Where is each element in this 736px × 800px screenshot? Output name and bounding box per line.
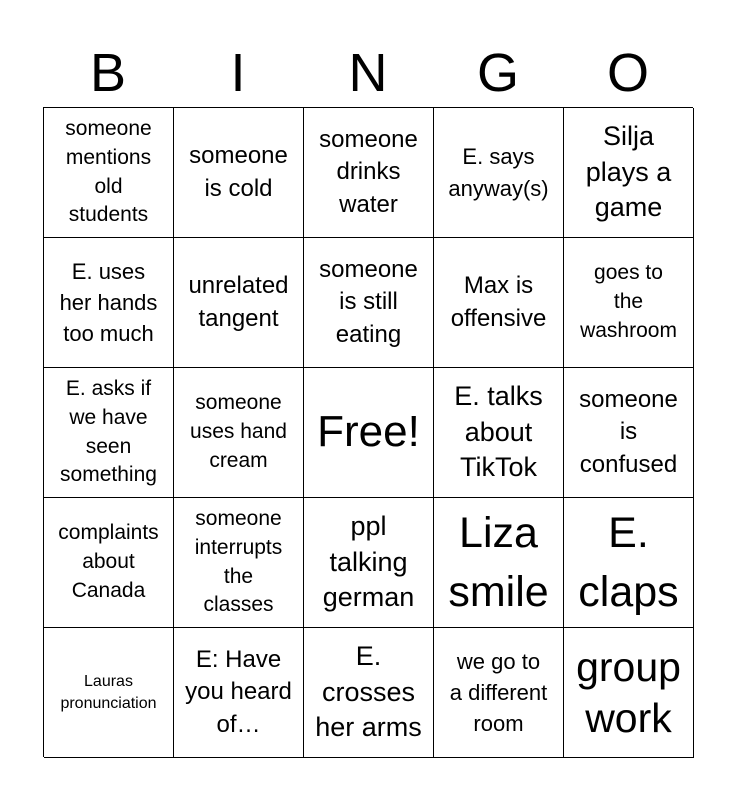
header-letter-n: N	[348, 43, 388, 103]
cell-text: E. talks about TikTok	[454, 381, 543, 483]
bingo-cell-r4-c5[interactable]	[564, 498, 694, 628]
cell-text: Max is offensive	[450, 271, 547, 332]
cell-text: someone interrupts the classes	[194, 506, 283, 617]
bingo-cell-r5-c1[interactable]	[44, 628, 174, 758]
cell-text: E. claps	[578, 509, 679, 616]
cell-text: group work	[576, 644, 681, 741]
bingo-cell-r5-c5[interactable]	[564, 628, 694, 758]
bingo-cell-r1-c3[interactable]	[304, 108, 434, 238]
cell-text: someone is still eating	[319, 255, 418, 348]
bingo-cell-r4-c4[interactable]	[434, 498, 564, 628]
bingo-cell-r1-c1[interactable]	[44, 108, 174, 238]
header-letter-o: O	[606, 43, 649, 103]
bingo-cell-r2-c4[interactable]	[434, 238, 564, 368]
cell-text: complaints about Canada	[58, 521, 159, 602]
cell-text: we go to a different room	[449, 648, 548, 737]
bingo-header	[43, 40, 693, 106]
header-letter-g: G	[476, 43, 519, 103]
bingo-cell-r2-c1[interactable]	[44, 238, 174, 368]
cell-text: E: Have you heard of…	[185, 645, 292, 738]
cell-text: unrelated tangent	[188, 271, 289, 332]
bingo-cell-r4-c3[interactable]	[304, 498, 434, 628]
bingo-cell-r5-c4[interactable]	[434, 628, 564, 758]
cell-text: E. says anyway(s)	[448, 144, 549, 201]
bingo-cell-r2-c5[interactable]	[564, 238, 694, 368]
cell-text: someone is confused	[579, 385, 678, 478]
header-letter-i: I	[230, 43, 246, 103]
bingo-cell-r4-c1[interactable]	[44, 498, 174, 628]
cell-text: Lauras pronunciation	[60, 672, 157, 712]
cell-text: goes to the washroom	[580, 261, 677, 342]
bingo-cell-r1-c4[interactable]	[434, 108, 564, 238]
bingo-cell-r3-c5[interactable]	[564, 368, 694, 498]
bingo-board	[43, 107, 693, 757]
bingo-cell-r3-c4[interactable]	[434, 368, 564, 498]
cell-text: someone mentions old students	[65, 116, 152, 227]
cell-text: E. crosses her arms	[315, 641, 422, 743]
cell-text: someone uses hand cream	[190, 391, 287, 472]
bingo-cell-r3-c1[interactable]	[44, 368, 174, 498]
bingo-cell-r1-c5[interactable]	[564, 108, 694, 238]
bingo-cell-r3-c2[interactable]	[174, 368, 304, 498]
bingo-cell-r2-c2[interactable]	[174, 238, 304, 368]
cell-text: someone drinks water	[319, 125, 418, 218]
cell-text: ppl talking german	[322, 511, 415, 613]
bingo-cell-r5-c3[interactable]	[304, 628, 434, 758]
cell-text: Liza smile	[448, 509, 549, 616]
free-space-text: Free!	[317, 407, 420, 457]
bingo-cell-r4-c2[interactable]	[174, 498, 304, 628]
cell-text: E. uses her hands too much	[59, 258, 158, 347]
cell-text: someone is cold	[189, 141, 288, 202]
bingo-cell-free[interactable]	[304, 368, 434, 498]
bingo-cell-r2-c3[interactable]	[304, 238, 434, 368]
bingo-cell-r1-c2[interactable]	[174, 108, 304, 238]
header-letter-b: B	[89, 43, 127, 103]
cell-text: E. asks if we have seen something	[60, 376, 157, 487]
bingo-cell-r5-c2[interactable]	[174, 628, 304, 758]
cell-text: Silja plays a game	[585, 121, 672, 223]
